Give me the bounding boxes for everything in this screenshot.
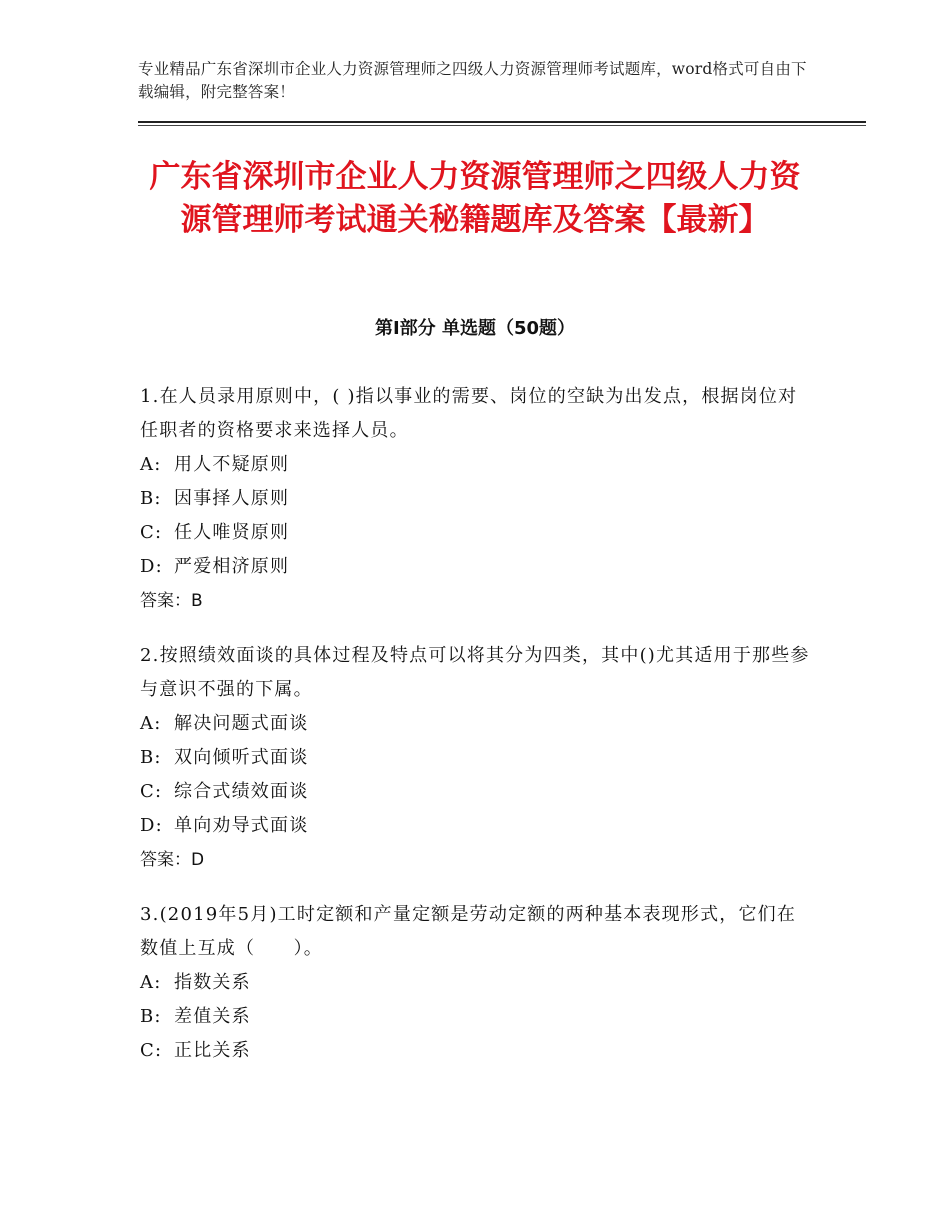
header-note: 专业精品广东省深圳市企业人力资源管理师之四级人力资源管理师考试题库，word格式可自由下载编辑，附完整答案！: [138, 60, 807, 101]
option-letter: B:: [140, 747, 162, 768]
option-b: [140, 482, 812, 516]
option-text: 双向倾听式面谈: [174, 747, 309, 768]
document-title: 广东省深圳市企业人力资源管理师之四级人力资源管理师考试通关秘籍题库及答案【最新】: [149, 159, 801, 238]
option-letter: A:: [140, 454, 162, 475]
option-a: [140, 966, 812, 1000]
option-text: 任人唯贤原则: [174, 522, 290, 543]
option-c: [140, 1034, 812, 1068]
option-text: 用人不疑原则: [174, 454, 290, 475]
answer-line: 答案：B: [140, 591, 203, 611]
option-d: [140, 550, 812, 584]
option-letter: B:: [140, 488, 162, 509]
option-text: 因事择人原则: [174, 488, 290, 509]
option-text: 解决问题式面谈: [174, 713, 309, 734]
option-letter: D:: [140, 556, 163, 577]
option-c: [140, 775, 812, 809]
option-letter: B:: [140, 1006, 162, 1027]
header-rule-thick: [138, 121, 866, 123]
question-stem: 3.(2019年5月)工时定额和产量定额是劳动定额的两种基本表现形式，它们在数值上互成（ ）。: [140, 904, 797, 959]
answer-line: 答案：D: [140, 850, 205, 870]
option-letter: C:: [140, 522, 163, 543]
option-letter: D:: [140, 815, 163, 836]
option-letter: C:: [140, 1040, 163, 1061]
question-stem: 2.按照绩效面谈的具体过程及特点可以将其分为四类，其中()尤其适用于那些参与意识不强的下属。: [140, 645, 810, 700]
option-d: [140, 809, 812, 843]
question-3: [140, 898, 812, 1068]
question-stem: 1.在人员录用原则中，( )指以事业的需要、岗位的空缺为出发点，根据岗位对任职者的资格要求来选择人员。: [140, 386, 798, 441]
option-text: 差值关系: [174, 1006, 251, 1027]
option-text: 指数关系: [174, 972, 251, 993]
option-letter: A:: [140, 713, 162, 734]
option-letter: C:: [140, 781, 163, 802]
option-text: 单向劝导式面谈: [174, 815, 309, 836]
option-text: 严爱相济原则: [174, 556, 290, 577]
option-a: [140, 448, 812, 482]
option-letter: A:: [140, 972, 162, 993]
option-text: 正比关系: [174, 1040, 251, 1061]
question-list: [140, 380, 812, 1089]
option-b: [140, 1000, 812, 1034]
question-2: [140, 639, 812, 877]
option-text: 综合式绩效面谈: [174, 781, 309, 802]
option-c: [140, 516, 812, 550]
header-rule-thin: [138, 125, 866, 126]
option-a: [140, 707, 812, 741]
section-title: 第Ⅰ部分 单选题（50题）: [374, 318, 575, 339]
question-1: [140, 380, 812, 618]
option-b: [140, 741, 812, 775]
